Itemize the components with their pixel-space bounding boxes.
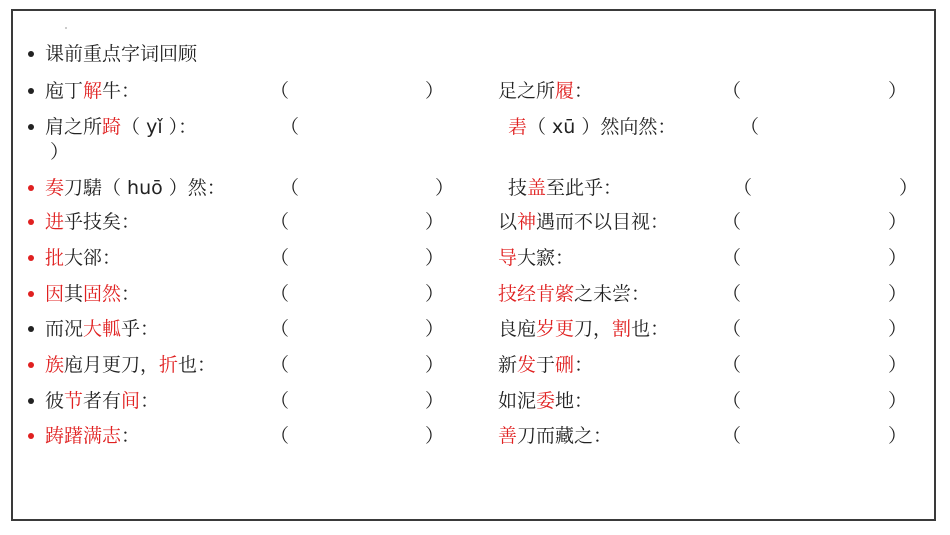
phrase-text: 其: [64, 283, 84, 305]
phrase-text: 刀而藏之：: [517, 425, 613, 447]
keyword-highlight: 进: [45, 211, 65, 233]
keyword-highlight: 履: [555, 80, 575, 102]
keyword-highlight: 节: [64, 390, 84, 412]
answer-blank-close: ）: [425, 390, 445, 412]
answer-blank-close: ）: [425, 80, 445, 102]
keyword-highlight: 批: [45, 247, 65, 269]
answer-blank-open: （: [270, 390, 290, 412]
keyword-highlight: 因: [45, 283, 65, 305]
answer-blank-close: ）: [425, 354, 445, 376]
phrase-text: 而况: [45, 318, 84, 340]
keyword-highlight: 割: [612, 318, 632, 340]
answer-blank-close: ）: [435, 177, 455, 199]
answer-blank-close: ）: [888, 283, 908, 305]
left-phrase: [45, 283, 140, 305]
left-phrase: [45, 177, 226, 199]
phrase-text: （ yǐ ）：: [121, 116, 198, 138]
answer-blank-close: ）: [425, 283, 445, 305]
left-phrase: [45, 318, 159, 340]
phrase-text: 地：: [555, 390, 594, 412]
phrase-text: 以: [498, 211, 518, 233]
phrase-text: 肩之所: [45, 116, 103, 138]
phrase-text: 牛：: [102, 80, 141, 102]
answer-blank-open: （: [270, 283, 290, 305]
keyword-highlight: 大軱: [83, 318, 122, 340]
answer-blank-open: （: [733, 177, 753, 199]
title-bullet: [28, 51, 34, 57]
phrase-text: 乎技矣：: [64, 211, 141, 233]
keyword-highlight: 委: [536, 390, 556, 412]
phrase-text: 也：: [178, 354, 217, 376]
phrase-text: 足之所: [498, 80, 556, 102]
answer-blank-open: （: [722, 211, 742, 233]
phrase-text: 如泥: [498, 390, 537, 412]
keyword-highlight: 发: [517, 354, 537, 376]
phrase-text: 庖丁: [45, 80, 84, 102]
phrase-text: ：: [140, 390, 160, 412]
list-bullet: [28, 398, 34, 404]
answer-blank-close: ）: [899, 177, 919, 199]
keyword-highlight: 导: [498, 247, 518, 269]
phrase-text: 遇而不以目视：: [536, 211, 670, 233]
phrase-text: 乎：: [121, 318, 160, 340]
left-phrase: [45, 211, 140, 233]
phrase-text: （ xū ）然向然：: [527, 116, 677, 138]
phrase-text: ：: [121, 283, 141, 305]
phrase-text: ：: [574, 354, 594, 376]
answer-blank-open: （: [722, 354, 742, 376]
answer-blank-close: ）: [888, 318, 908, 340]
phrase-text: 刀騞（ huō ）然：: [64, 177, 226, 199]
answer-blank-open: （: [722, 80, 742, 102]
right-phrase: [498, 247, 574, 269]
keyword-highlight: 硎: [555, 354, 575, 376]
left-phrase: [45, 247, 121, 269]
right-phrase: [498, 390, 593, 412]
keyword-highlight: 岁更: [536, 318, 575, 340]
right-phrase: [498, 283, 650, 305]
keyword-highlight: 固然: [83, 283, 122, 305]
list-bullet: [28, 433, 34, 439]
answer-blank-open: （: [280, 116, 300, 138]
keyword-highlight: 踦: [102, 116, 122, 138]
right-phrase: [498, 354, 593, 376]
list-bullet: [28, 219, 34, 225]
answer-blank-close: ）: [425, 318, 445, 340]
list-bullet: [28, 88, 34, 94]
keyword-highlight: 神: [517, 211, 537, 233]
phrase-text: 之未尝：: [574, 283, 651, 305]
keyword-highlight: 盖: [527, 177, 547, 199]
right-phrase: [508, 177, 622, 199]
answer-blank-open: （: [270, 318, 290, 340]
keyword-highlight: 奏: [45, 177, 65, 199]
answer-blank-close: ）: [888, 390, 908, 412]
right-phrase: [498, 318, 669, 340]
list-bullet: [28, 124, 34, 130]
phrase-text: 刀，: [574, 318, 613, 340]
answer-blank-close: ）: [425, 211, 445, 233]
list-bullet: [28, 255, 34, 261]
phrase-text: 于: [536, 354, 556, 376]
answer-blank-close: ）: [888, 354, 908, 376]
phrase-text: 也：: [631, 318, 670, 340]
left-phrase: [45, 116, 197, 138]
answer-blank-open: （: [270, 211, 290, 233]
keyword-highlight: 善: [498, 425, 518, 447]
keyword-highlight: 解: [83, 80, 103, 102]
left-phrase: [45, 80, 140, 102]
right-phrase: [498, 80, 593, 102]
phrase-text: 者有: [83, 390, 122, 412]
answer-blank-open: （: [270, 80, 290, 102]
list-bullet: [28, 185, 34, 191]
answer-blank-open: （: [270, 247, 290, 269]
answer-blank-close: ）: [888, 247, 908, 269]
answer-blank-open: （: [280, 177, 300, 199]
left-phrase: [45, 390, 159, 412]
keyword-highlight: 踌躇满志: [45, 425, 122, 447]
answer-blank-close: ）: [888, 80, 908, 102]
answer-blank-open: （: [722, 425, 742, 447]
keyword-highlight: 族: [45, 354, 65, 376]
slide-title: 课前重点字词回顾: [45, 43, 198, 65]
slide-frame: [11, 9, 936, 521]
right-phrase: [508, 116, 676, 138]
answer-blank-close: ）: [425, 425, 445, 447]
answer-blank-open: （: [270, 425, 290, 447]
phrase-text: 至此乎：: [546, 177, 623, 199]
right-phrase: [498, 211, 669, 233]
answer-blank-open: （: [722, 247, 742, 269]
keyword-highlight: 折: [159, 354, 179, 376]
answer-blank-close: ）: [888, 211, 908, 233]
answer-blank-open: （: [270, 354, 290, 376]
keyword-highlight: 间: [121, 390, 141, 412]
phrase-text: 大窾：: [517, 247, 575, 269]
keyword-highlight: 砉: [508, 116, 528, 138]
list-bullet: [28, 326, 34, 332]
phrase-text: 彼: [45, 390, 65, 412]
list-bullet: [28, 291, 34, 297]
left-phrase: [45, 354, 216, 376]
phrase-text: 庖月更刀，: [64, 354, 160, 376]
left-phrase: [45, 425, 140, 447]
phrase-text: 大郤：: [64, 247, 122, 269]
keyword-highlight: 技经肯綮: [498, 283, 575, 305]
answer-blank-open: （: [722, 318, 742, 340]
phrase-text: 新: [498, 354, 518, 376]
phrase-text: 技: [508, 177, 528, 199]
right-phrase: [498, 425, 612, 447]
phrase-text: ：: [121, 425, 141, 447]
answer-blank-close: ）: [888, 425, 908, 447]
phrase-text: 良庖: [498, 318, 537, 340]
phrase-text: ：: [574, 80, 594, 102]
answer-blank-close: ）: [50, 141, 70, 163]
answer-blank-open: （: [740, 116, 760, 138]
answer-blank-open: （: [722, 390, 742, 412]
list-bullet: [28, 362, 34, 368]
answer-blank-open: （: [722, 283, 742, 305]
answer-blank-close: ）: [425, 247, 445, 269]
decorative-dot: [65, 27, 67, 29]
